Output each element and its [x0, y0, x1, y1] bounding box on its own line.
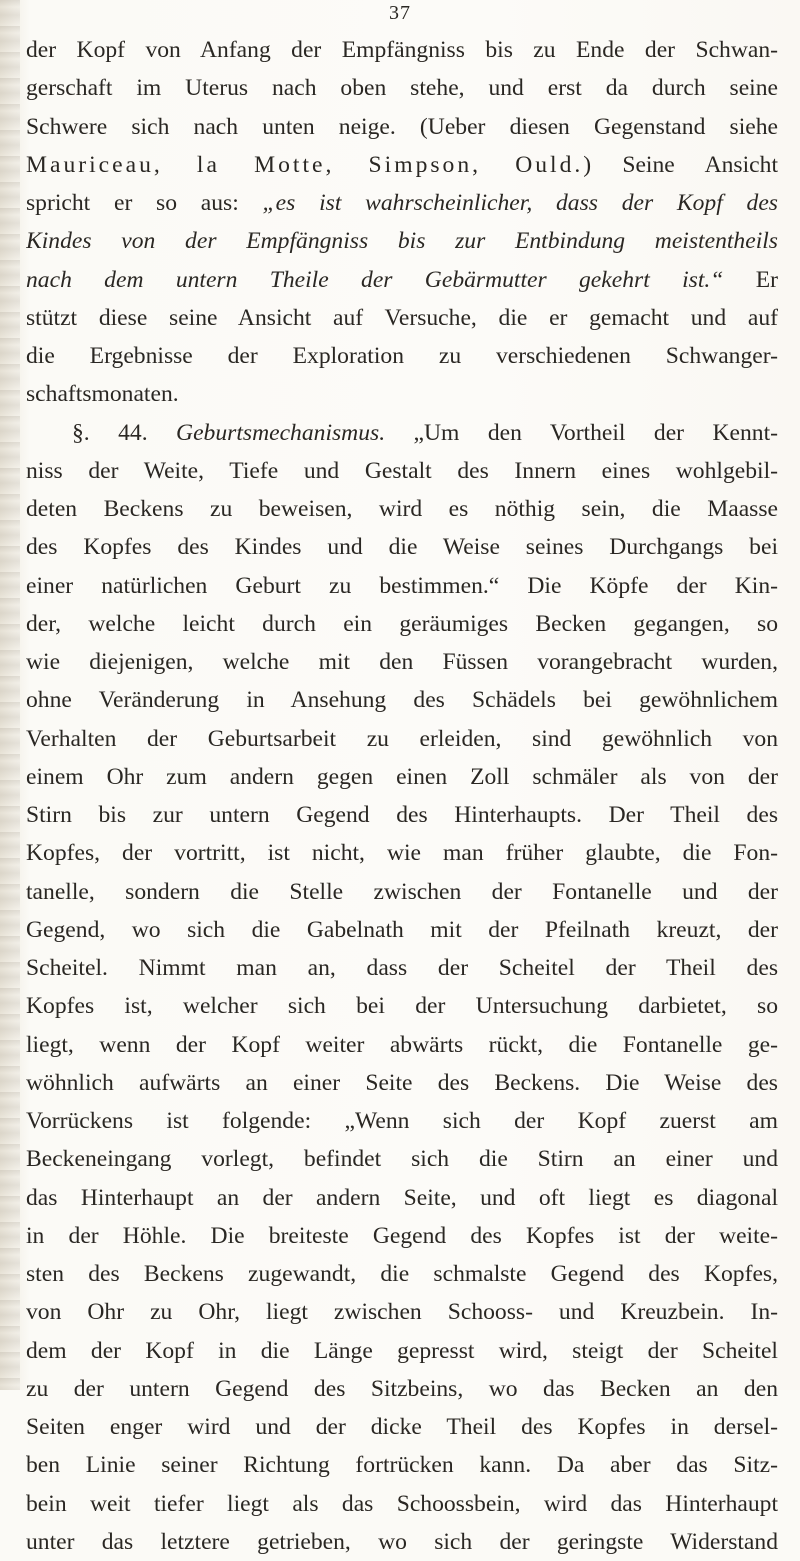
- text-line: gerschaft im Uterus nach oben stehe, und erst da durch seine: [26, 75, 778, 102]
- text-line: Beckeneingang vorlegt, befindet sich die Stirn an einer und: [26, 1146, 778, 1173]
- text-line: der, welche leicht durch ein geräumiges Becken gegangen, so: [26, 610, 778, 637]
- text-line: [26, 222, 778, 260]
- text-line: schaftsmonaten.: [26, 381, 179, 408]
- text-line: Mauriceau, la Motte, Simpson, Ould.) Seine Ansicht: [26, 151, 778, 178]
- text-line: in der Höhle. Die breiteste Gegend des Kopfes ist der weite-: [26, 1222, 778, 1249]
- text-line: Kopfes, der vortritt, ist nicht, wie man früher glaubte, die Fon-: [26, 840, 778, 867]
- text-line: zu der untern Gegend des Sitzbeins, wo das Becken an den: [26, 1375, 778, 1402]
- text-line: Stirn bis zur untern Gegend des Hinterhaupts. Der Theil des: [26, 802, 778, 828]
- text-line: liegt, wenn der Kopf weiter abwärts rückt, die Fontanelle ge-: [26, 1031, 778, 1058]
- text-line: dem der Kopf in die Länge gepresst wird, steigt der Scheitel: [26, 1337, 778, 1364]
- section-heading-line: §. 44. Geburtsmechanismus. „Um den Vortheil der Kennt-: [72, 419, 778, 446]
- text-line: einem Ohr zum andern gegen einen Zoll schmäler als von der: [26, 763, 778, 790]
- text-line: Gegend, wo sich die Gabelnath mit der Pfeilnath kreuzt, der: [26, 916, 778, 943]
- quotation: nach dem untern Theile der Gebärmutter gekehrt ist.“: [26, 266, 724, 293]
- binding-gutter: [0, 0, 20, 1390]
- text-line: Seiten enger wird und der dicke Theil des Kopfes in dersel-: [26, 1414, 778, 1440]
- text-line: die Ergebnisse der Exploration zu verschiedenen Schwanger-: [26, 343, 778, 369]
- text-line: der Kopf von Anfang der Empfängniss bis zu Ende der Schwan-: [26, 37, 778, 63]
- body-text: [26, 31, 778, 1561]
- text-line: Schwere sich nach unten neige. (Ueber diesen Gegenstand siehe: [26, 113, 778, 140]
- text-line: ben Linie seiner Richtung fortrücken kann. Da aber das Sitz-: [26, 1452, 778, 1479]
- text-line: das Hinterhaupt an der andern Seite, und oft liegt es diagonal: [26, 1184, 778, 1211]
- text-line: bein weit tiefer liegt als das Schoossbein, wird das Hinterhaupt: [26, 1490, 778, 1517]
- author-names: Mauriceau, la Motte, Simpson, Ould.: [26, 151, 584, 178]
- quotation: „es ist wahrscheinlicher, dass der Kopf des: [262, 190, 778, 216]
- text-line: wie diejenigen, welche mit den Füssen vorangebracht wurden,: [26, 649, 778, 675]
- text-line: wöhnlich aufwärts an einer Seite des Beckens. Die Weise des: [26, 1069, 778, 1096]
- text-line: ohne Veränderung in Ansehung des Schädels bei gewöhnlichem: [26, 687, 778, 714]
- text-line: Kopfes ist, welcher sich bei der Untersuchung darbietet, so: [26, 993, 778, 1020]
- section-title: Geburtsmechanismus.: [176, 419, 386, 446]
- text-line: Scheitel. Nimmt man an, dass der Scheitel der Theil des: [26, 955, 778, 981]
- quotation: Kindes von der Empfängniss bis zur Entbindung meistentheils: [26, 228, 778, 255]
- text-line: Verhalten der Geburtsarbeit zu erleiden, sind gewöhnlich von: [26, 725, 778, 752]
- text-line: sten des Beckens zugewandt, die schmalste Gegend des Kopfes,: [26, 1261, 778, 1287]
- text-line: tanelle, sondern die Stelle zwischen der Fontanelle und der: [26, 878, 778, 905]
- text-line: einer natürlichen Geburt zu bestimmen.“ Die Köpfe der Kin-: [26, 572, 778, 599]
- text-line: nach dem untern Theile der Gebärmutter gekehrt ist.“ Er: [26, 266, 778, 293]
- text-line: Vorrückens ist folgende: „Wenn sich der Kopf zuerst am: [26, 1108, 778, 1134]
- text-line: von Ohr zu Ohr, liegt zwischen Schooss- und Kreuzbein. In-: [26, 1299, 778, 1326]
- page-number: 37: [389, 2, 411, 24]
- section-number: §. 44.: [72, 419, 177, 446]
- text-line: des Kopfes des Kindes und die Weise seines Durchgangs bei: [26, 534, 778, 561]
- text-line: deten Beckens zu beweisen, wird es nöthig sein, die Maasse: [26, 496, 778, 522]
- text-line: stützt diese seine Ansicht auf Versuche, die er gemacht und auf: [26, 304, 778, 331]
- text-line: niss der Weite, Tiefe und Gestalt des Innern eines wohlgebil-: [26, 457, 778, 484]
- text-line: unter das letztere getrieben, wo sich der geringste Widerstand: [26, 1528, 778, 1555]
- text-line: spricht er so aus: „es ist wahrscheinlicher, dass der Kopf des: [26, 190, 778, 216]
